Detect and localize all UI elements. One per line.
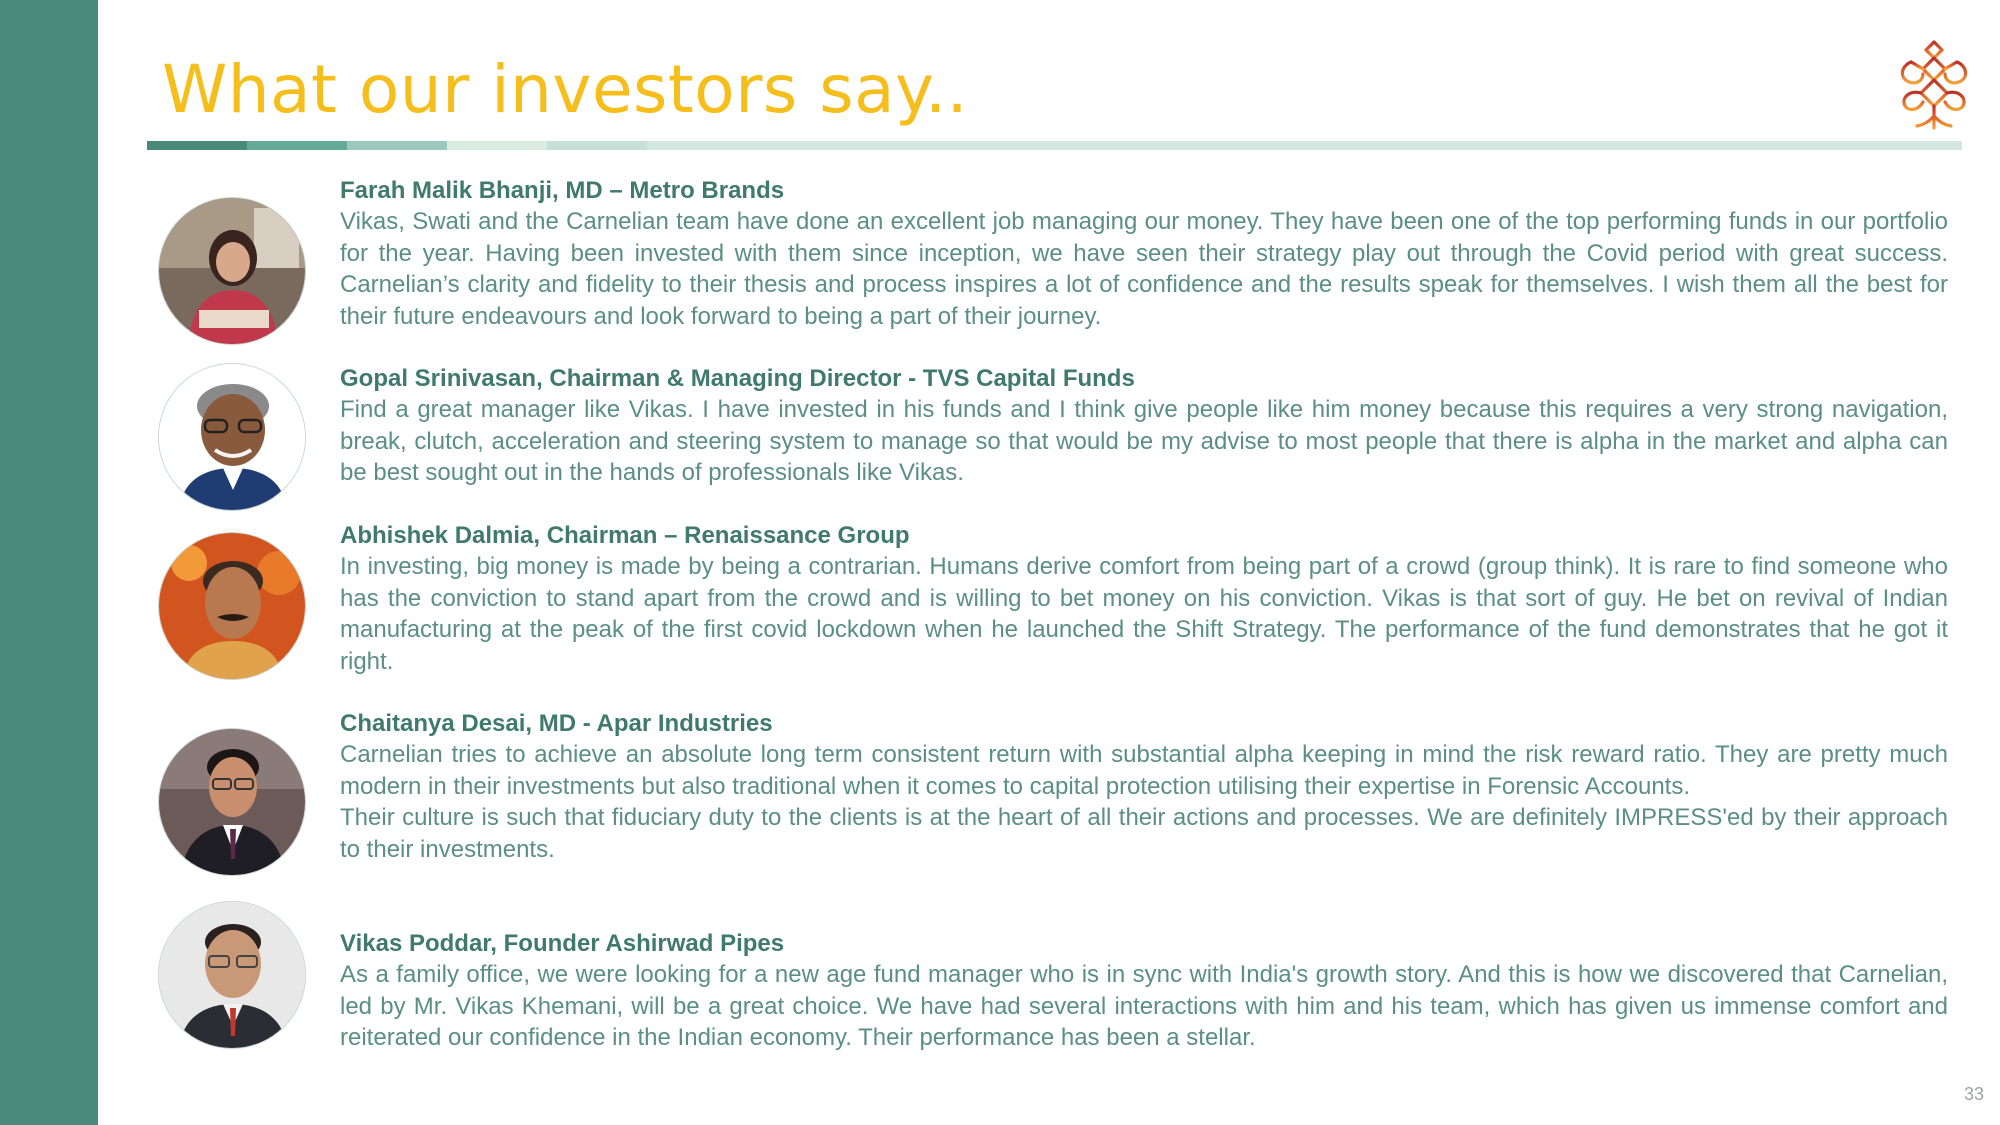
testimonial-author: Gopal Srinivasan, Chairman & Managing Director - TVS Capital Funds bbox=[340, 365, 1135, 392]
underline-segment bbox=[347, 141, 447, 150]
title-underline bbox=[147, 141, 1962, 150]
underline-segment bbox=[147, 141, 247, 150]
testimonial-text bbox=[340, 520, 1948, 677]
testimonial-text bbox=[340, 175, 1948, 332]
avatar-farah-malik-bhanji bbox=[158, 197, 306, 345]
testimonial-text bbox=[340, 708, 1948, 865]
page-number: 33 bbox=[1963, 1084, 1984, 1104]
testimonial-text bbox=[340, 928, 1948, 1054]
testimonial-quote: Carnelian tries to achieve an absolute long term consistent return with substantial alpha keeping in mind the risk reward ratio. They are pretty much modern in their investments but also traditional when it comes to capital protection utilising their expertise in Forensic Accounts. bbox=[340, 741, 1948, 800]
testimonial-text bbox=[340, 363, 1948, 489]
testimonial-author: Chaitanya Desai, MD - Apar Industries bbox=[340, 710, 773, 737]
avatar-abhishek-dalmia bbox=[158, 532, 306, 680]
avatar-vikas-poddar bbox=[158, 901, 306, 1049]
carnelian-logo-icon bbox=[1895, 38, 1973, 130]
underline-segment bbox=[247, 141, 347, 150]
testimonial-quote: In investing, big money is made by being a contrarian. Humans derive comfort from being part of a crowd (group think). It is rare to find someone who has the conviction to stand apart from the crowd and is willing to bet money on his conviction. Vikas is that sort of guy. He bet on revival of Indian manufacturing at the peak of the first covid lockdown when he launched the Shift Strategy. The performance of the fund demonstrates that he got it right. bbox=[340, 553, 1948, 675]
testimonial-quote: As a family office, we were looking for a new age fund manager who is in sync with India's growth story. And this is how we discovered that Carnelian, led by Mr. Vikas Khemani, will be a great choice. We have had several interactions with him and his team, which has given us immense comfort and reiterated our confidence in the Indian economy. Their performance has been a stellar. bbox=[340, 961, 1948, 1051]
underline-segment bbox=[547, 141, 647, 150]
testimonial-quote-continued: Their culture is such that fiduciary duty to the clients is at the heart of all their actions and processes. We are definitely IMPRESS'ed by their approach to their investments. bbox=[340, 804, 1948, 863]
testimonial-author: Vikas Poddar, Founder Ashirwad Pipes bbox=[340, 930, 785, 957]
avatar-gopal-srinivasan bbox=[158, 363, 306, 511]
left-accent-band bbox=[0, 0, 98, 1125]
underline-segment bbox=[447, 141, 547, 150]
testimonial-quote: Vikas, Swati and the Carnelian team have done an excellent job managing our money. They have been one of the top performing funds in our portfolio for the year. Having been invested with them since inception, we have seen their strategy play out through the Covid period with great success. Carnelian’s clarity and fidelity to their thesis and process inspires a lot of confidence and the results speak for themselves. I wish them all the best for their future endeavours and look forward to being a part of their journey. bbox=[340, 208, 1948, 330]
testimonial-author: Abhishek Dalmia, Chairman – Renaissance Group bbox=[340, 522, 910, 549]
avatar-chaitanya-desai bbox=[158, 728, 306, 876]
slide-title: What our investors say.. bbox=[162, 51, 969, 128]
testimonial-quote: Find a great manager like Vikas. I have invested in his funds and I think give people like him money because this requires a very strong navigation, break, clutch, acceleration and steering system to manage so that would be my advise to most people that there is alpha in the market and alpha can be best sought out in the hands of professionals like Vikas. bbox=[340, 396, 1948, 486]
testimonial-author: Farah Malik Bhanji, MD – Metro Brands bbox=[340, 177, 785, 204]
